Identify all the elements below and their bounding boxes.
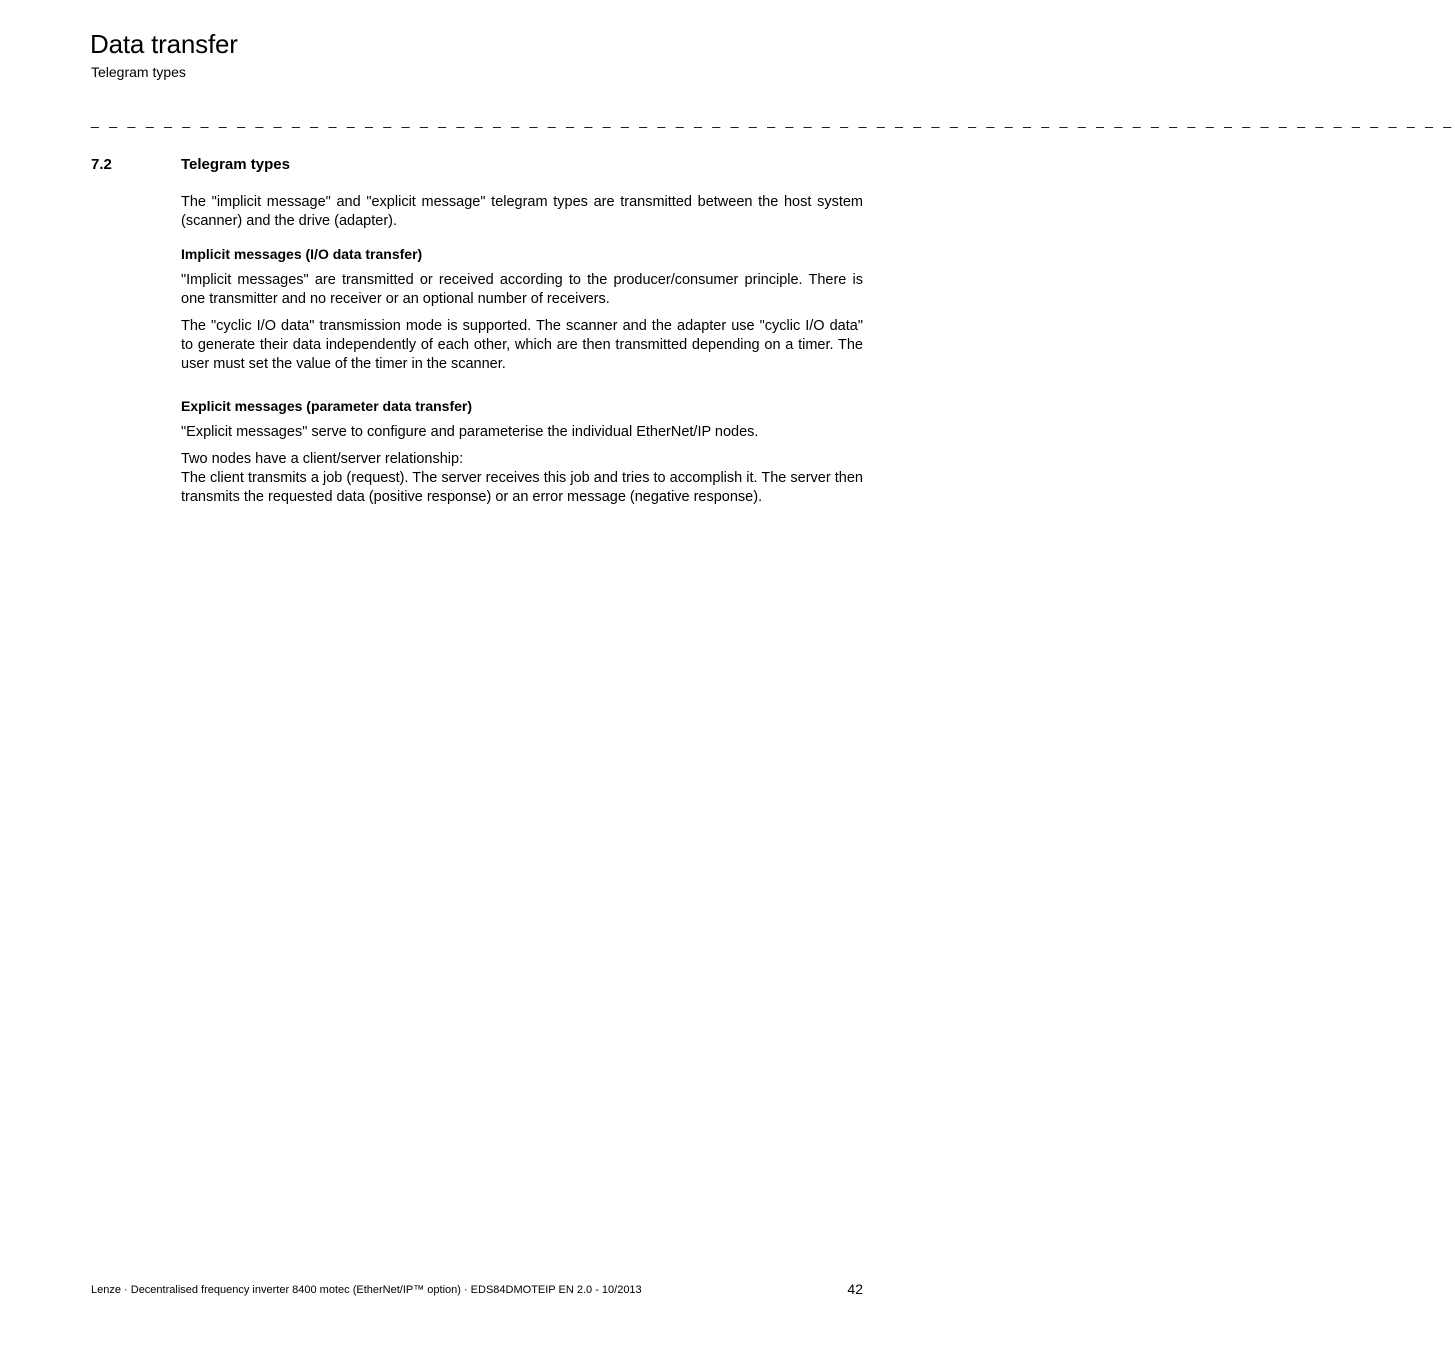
- page-number: 42: [847, 1281, 863, 1297]
- implicit-paragraph-2: The "cyclic I/O data" transmission mode is supported. The scanner and the adapter use "cyclic I/O data" to generate their data independently of each other, which are then transmitted depending on a timer. The user must set the value of the timer in the scanner.: [181, 318, 863, 372]
- explicit-paragraph-2-line-2: The client transmits a job (request). The server receives this job and tries to accomplish it. The server then transmits the requested data (positive response) or an error message (negative response).: [181, 470, 863, 505]
- explicit-paragraph-2: [181, 450, 863, 507]
- page-header-subtitle: Telegram types: [91, 64, 186, 80]
- page-header-title: Data transfer: [90, 29, 238, 59]
- explicit-paragraph-1: "Explicit messages" serve to configure and parameterise the individual EtherNet/IP nodes.: [181, 424, 759, 440]
- section-body: [181, 193, 863, 515]
- footer-document-info: Lenze · Decentralised frequency inverter 8400 motec (EtherNet/IP™ option) · EDS84DMOTEIP EN 2.0 - 10/2013: [91, 1284, 642, 1296]
- explicit-paragraph-2-line-1: Two nodes have a client/server relationship:: [181, 451, 464, 467]
- intro-paragraph: The "implicit message" and "explicit message" telegram types are transmitted between the host system (scanner) and the drive (adapter).: [181, 194, 863, 229]
- section-number: 7.2: [91, 156, 112, 173]
- implicit-paragraph-1: "Implicit messages" are transmitted or received according to the producer/consumer principle. There is one transmitter and no receiver or an optional number of receivers.: [181, 272, 863, 307]
- section-title: Telegram types: [181, 156, 290, 173]
- header-divider: _ _ _ _ _ _ _ _ _ _ _ _ _ _ _ _ _ _ _ _ _ _ _ _ _ _ _ _ _ _ _ _ _ _ _ _ _ _ _ _ _ _ _ _ _ _ _ _ _ _ _ _ _ _ _ _ _ _ _ _ _ _ _ _ _ _ _ _ _ _ _ _ _ _ _: [91, 112, 1455, 128]
- explicit-messages-heading: Explicit messages (parameter data transfer): [181, 398, 473, 414]
- implicit-messages-heading: Implicit messages (I/O data transfer): [181, 246, 423, 262]
